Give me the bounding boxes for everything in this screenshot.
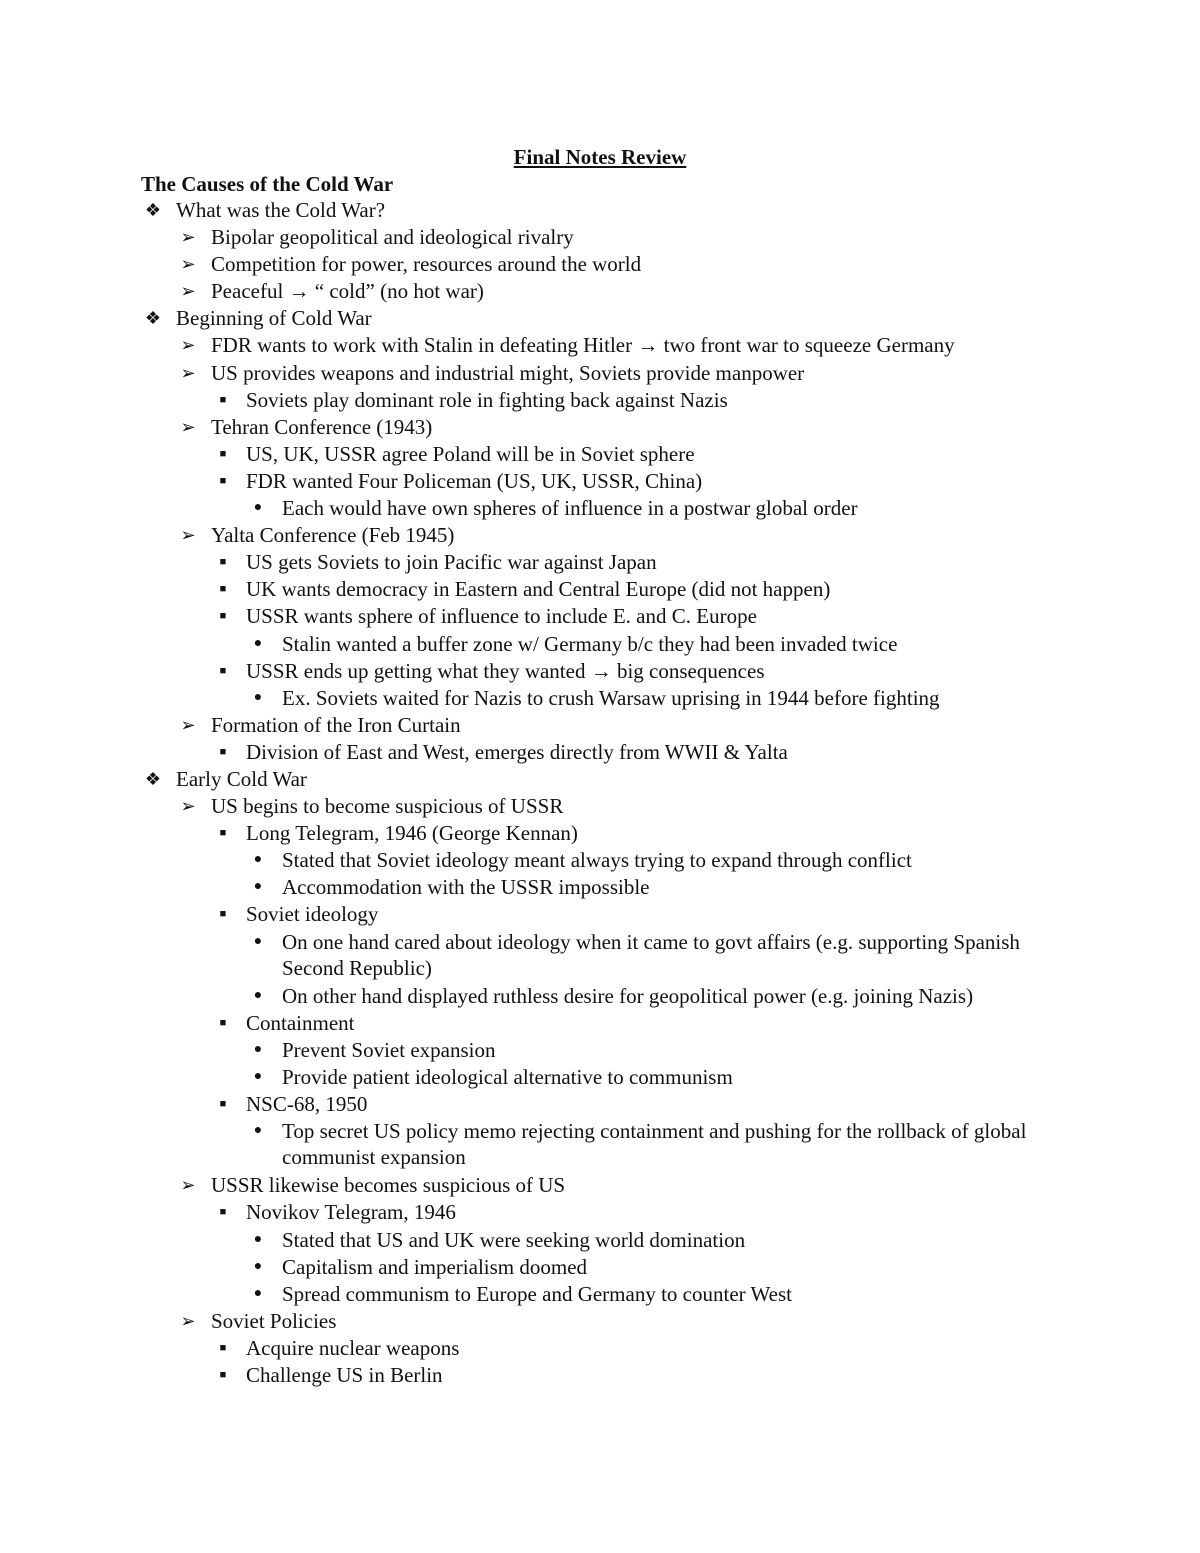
square-bullet-icon: ■ xyxy=(219,1016,227,1029)
outline-item-level-2 xyxy=(0,1172,1200,1199)
dot-bullet-icon: ● xyxy=(253,1069,263,1084)
outline-list xyxy=(0,197,1200,1389)
outline-item-level-2 xyxy=(0,251,1200,278)
outline-item-text: US begins to become suspicious of USSR xyxy=(211,794,564,819)
outline-item-level-2 xyxy=(0,278,1200,305)
outline-item-level-1 xyxy=(0,197,1200,224)
outline-item-text: On one hand cared about ideology when it came to govt affairs (e.g. supporting Spanish Second Republic) xyxy=(282,929,1020,980)
dot-bullet-icon: ● xyxy=(253,879,263,895)
arrow-bullet-icon: ➢ xyxy=(180,254,196,275)
outline-item-text: Peaceful → “ cold” (no hot war) xyxy=(211,279,484,304)
square-bullet-icon: ■ xyxy=(219,610,227,623)
arrow-bullet-icon: ➢ xyxy=(180,416,196,437)
outline-item-level-4 xyxy=(0,929,1200,983)
outline-item-text: Challenge US in Berlin xyxy=(246,1363,443,1388)
square-bullet-icon: ■ xyxy=(219,1206,227,1219)
arrow-bullet-icon: ➢ xyxy=(180,362,196,383)
outline-item-text: Capitalism and imperialism doomed xyxy=(282,1254,588,1279)
dot-bullet-icon: ● xyxy=(253,1285,263,1301)
outline-item-level-4 xyxy=(0,631,1200,658)
outline-item-text: Yalta Conference (Feb 1945) xyxy=(211,523,455,548)
outline-item-level-3 xyxy=(0,1362,1200,1389)
outline-item-level-1 xyxy=(0,766,1200,793)
outline-item-text: USSR likewise becomes suspicious of US xyxy=(211,1173,566,1198)
arrow-bullet-icon: ➢ xyxy=(180,1175,196,1196)
diamond-bullet-icon: ❖ xyxy=(144,200,162,220)
outline-item-text: Stated that US and UK were seeking world domination xyxy=(282,1227,746,1252)
outline-item-level-4 xyxy=(0,685,1200,712)
outline-item-level-2 xyxy=(0,414,1200,441)
outline-item-level-1 xyxy=(0,305,1200,332)
outline-item-text: Novikov Telegram, 1946 xyxy=(246,1200,456,1225)
section-heading: The Causes of the Cold War xyxy=(141,172,394,196)
outline-item-level-3 xyxy=(0,603,1200,630)
outline-item-level-4 xyxy=(0,1064,1200,1091)
dot-bullet-icon: ● xyxy=(253,852,263,868)
outline-item-level-3 xyxy=(0,739,1200,766)
square-bullet-icon: ■ xyxy=(219,447,227,460)
outline-item-text: US, UK, USSR agree Poland will be in Soviet sphere xyxy=(246,441,695,466)
outline-item-level-3 xyxy=(0,441,1200,468)
outline-item-text: Soviets play dominant role in fighting back against Nazis xyxy=(246,387,728,412)
square-bullet-icon: ■ xyxy=(219,908,227,921)
arrow-bullet-icon: ➢ xyxy=(180,714,196,735)
outline-item-text: Stalin wanted a buffer zone w/ Germany b/c they had been invaded twice xyxy=(282,631,898,656)
outline-item-level-4 xyxy=(0,1254,1200,1281)
square-bullet-icon: ■ xyxy=(219,393,227,406)
document-title: Final Notes Review xyxy=(513,145,687,169)
outline-item-level-2 xyxy=(0,712,1200,739)
outline-item-level-4 xyxy=(0,495,1200,522)
arrow-bullet-icon: ➢ xyxy=(180,335,196,356)
diamond-bullet-icon: ❖ xyxy=(144,308,162,329)
outline-item-level-4 xyxy=(0,847,1200,874)
outline-item-text: Soviet ideology xyxy=(246,902,379,927)
outline-item-text: FDR wanted Four Policeman (US, UK, USSR, China) xyxy=(246,468,703,493)
outline-item-level-4 xyxy=(0,874,1200,901)
dot-bullet-icon: ● xyxy=(253,933,263,949)
outline-item-text: Early Cold War xyxy=(176,766,307,791)
outline-item-level-4 xyxy=(0,983,1200,1010)
arrow-bullet-icon: ➢ xyxy=(180,281,196,302)
outline-item-text: Stated that Soviet ideology meant always trying to expand through conflict xyxy=(282,848,912,873)
outline-item-text: Formation of the Iron Curtain xyxy=(211,712,461,737)
arrow-bullet-icon: ➢ xyxy=(180,1310,196,1331)
arrow-bullet-icon: ➢ xyxy=(180,796,196,817)
outline-item-level-2 xyxy=(0,1308,1200,1335)
outline-item-level-4 xyxy=(0,1227,1200,1254)
outline-item-level-3 xyxy=(0,820,1200,847)
outline-item-level-3 xyxy=(0,549,1200,576)
outline-item-text: Ex. Soviets waited for Nazis to crush Warsaw uprising in 1944 before fighting xyxy=(282,685,940,710)
dot-bullet-icon: ● xyxy=(253,689,263,705)
square-bullet-icon: ■ xyxy=(219,1098,227,1111)
outline-item-text: Top secret US policy memo rejecting containment and pushing for the rollback of global communist expansion xyxy=(282,1119,1027,1170)
outline-item-text: USSR ends up getting what they wanted → big consequences xyxy=(246,658,765,683)
outline-item-level-3 xyxy=(0,1010,1200,1037)
square-bullet-icon: ■ xyxy=(219,1369,227,1382)
outline-item-text: FDR wants to work with Stalin in defeating Hitler → two front war to squeeze Germany xyxy=(211,333,955,358)
outline-item-text: Containment xyxy=(246,1010,355,1035)
square-bullet-icon: ■ xyxy=(219,664,227,677)
outline-item-text: US provides weapons and industrial might, Soviets provide manpower xyxy=(211,360,805,385)
square-bullet-icon: ■ xyxy=(219,1341,227,1354)
outline-item-text: Beginning of Cold War xyxy=(176,306,372,331)
square-bullet-icon: ■ xyxy=(219,583,227,596)
outline-item-text: Accommodation with the USSR impossible xyxy=(282,875,650,900)
outline-item-level-3 xyxy=(0,1335,1200,1362)
outline-item-level-2 xyxy=(0,332,1200,359)
dot-bullet-icon: ● xyxy=(253,1123,263,1139)
outline-item-text: Each would have own spheres of influence in a postwar global order xyxy=(282,496,858,521)
square-bullet-icon: ■ xyxy=(219,474,227,487)
outline-item-text: NSC-68, 1950 xyxy=(246,1092,368,1117)
square-bullet-icon: ■ xyxy=(219,827,227,840)
outline-item-level-2 xyxy=(0,224,1200,251)
dot-bullet-icon: ● xyxy=(253,1258,263,1274)
outline-item-level-4 xyxy=(0,1281,1200,1308)
outline-item-level-3 xyxy=(0,387,1200,414)
outline-item-level-3 xyxy=(0,468,1200,495)
arrow-bullet-icon: ➢ xyxy=(180,227,196,248)
outline-item-text: US gets Soviets to join Pacific war against Japan xyxy=(246,550,657,575)
outline-item-text: Spread communism to Europe and Germany to counter West xyxy=(282,1281,792,1306)
square-bullet-icon: ■ xyxy=(219,556,227,569)
outline-item-text: Competition for power, resources around the world xyxy=(211,252,642,277)
dot-bullet-icon: ● xyxy=(253,500,263,516)
dot-bullet-icon: ● xyxy=(253,1231,263,1247)
arrow-bullet-icon: ➢ xyxy=(180,525,196,546)
outline-item-text: Prevent Soviet expansion xyxy=(282,1037,496,1062)
dot-bullet-icon: ● xyxy=(253,987,263,1003)
outline-item-level-3 xyxy=(0,901,1200,928)
outline-item-level-2 xyxy=(0,360,1200,387)
outline-item-text: Division of East and West, emerges directly from WWII & Yalta xyxy=(246,739,788,764)
square-bullet-icon: ■ xyxy=(219,745,227,758)
outline-item-level-4 xyxy=(0,1037,1200,1064)
diamond-bullet-icon: ❖ xyxy=(144,768,162,789)
dot-bullet-icon: ● xyxy=(253,635,263,651)
outline-item-level-3 xyxy=(0,1091,1200,1118)
outline-item-text: UK wants democracy in Eastern and Central Europe (did not happen) xyxy=(246,577,831,602)
outline-item-level-4 xyxy=(0,1118,1200,1172)
outline-item-text: Acquire nuclear weapons xyxy=(246,1335,460,1360)
outline-item-level-3 xyxy=(0,658,1200,685)
outline-item-text: Tehran Conference (1943) xyxy=(211,414,433,439)
outline-item-text: Soviet Policies xyxy=(211,1308,337,1333)
outline-item-text: On other hand displayed ruthless desire for geopolitical power (e.g. joining Nazis) xyxy=(282,983,974,1008)
outline-item-text: Provide patient ideological alternative to communism xyxy=(282,1065,733,1089)
outline-item-text: Bipolar geopolitical and ideological rivalry xyxy=(211,225,574,250)
outline-item-text: Long Telegram, 1946 (George Kennan) xyxy=(246,821,578,846)
dot-bullet-icon: ● xyxy=(253,1041,263,1057)
outline-item-level-3 xyxy=(0,576,1200,603)
outline-item-text: USSR wants sphere of influence to include E. and C. Europe xyxy=(246,604,757,629)
outline-item-level-3 xyxy=(0,1199,1200,1226)
outline-item-level-2 xyxy=(0,522,1200,549)
outline-item-level-2 xyxy=(0,793,1200,820)
outline-item-text: What was the Cold War? xyxy=(176,198,386,222)
